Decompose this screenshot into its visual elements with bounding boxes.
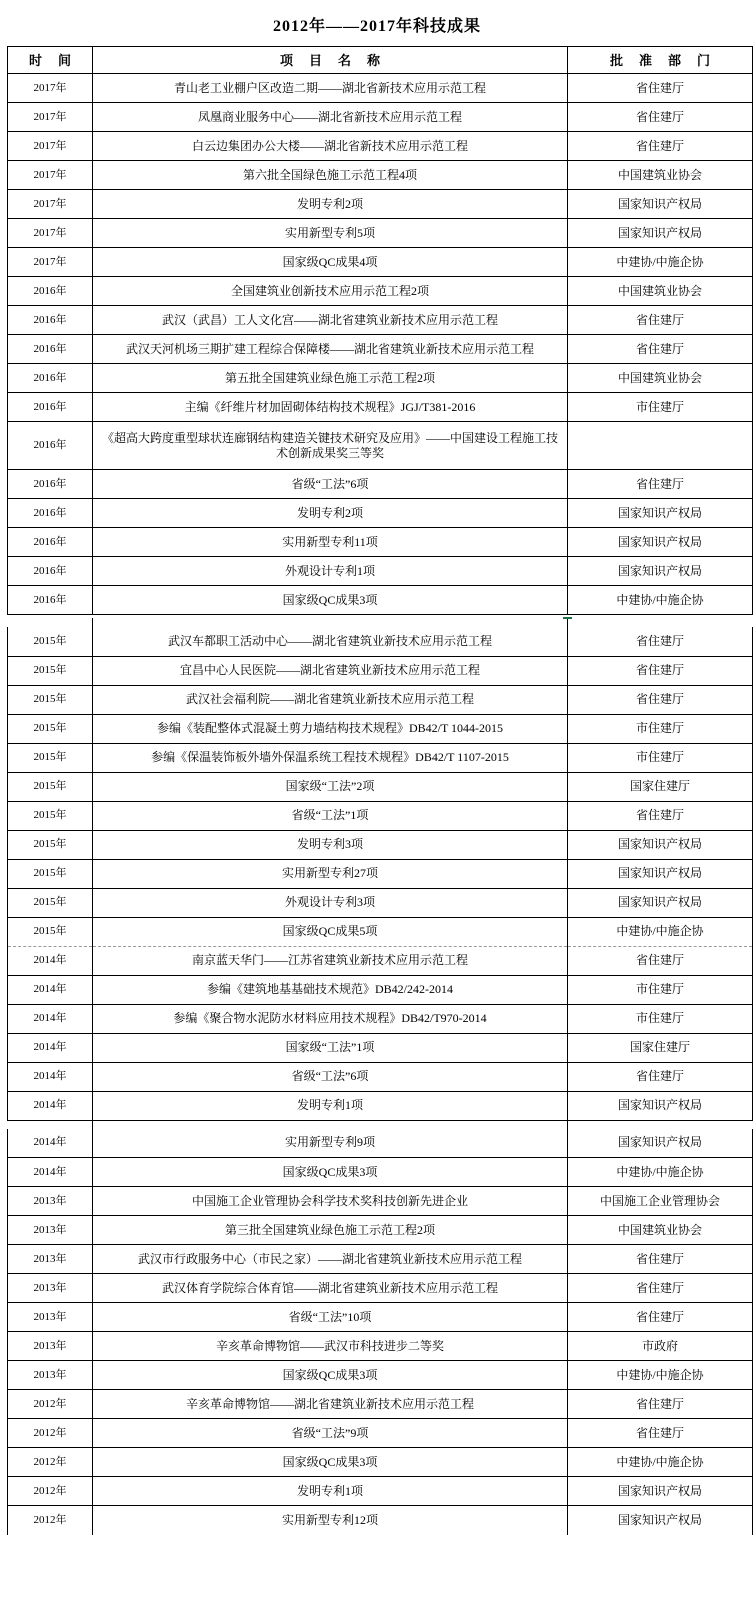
department-cell: 省住建厅 xyxy=(568,1245,753,1274)
page-break-gap xyxy=(7,1121,752,1129)
table-row xyxy=(8,1216,753,1245)
table-row xyxy=(8,888,753,917)
year-cell: 2013年 xyxy=(8,1303,93,1332)
table-row xyxy=(8,714,753,743)
year-cell: 2015年 xyxy=(8,888,93,917)
year-cell: 2013年 xyxy=(8,1216,93,1245)
project-cell: 参编《保温装饰板外墙外保温系统工程技术规程》DB42/T 1107-2015 xyxy=(93,743,568,772)
year-cell: 2016年 xyxy=(8,422,93,470)
year-cell: 2017年 xyxy=(8,132,93,161)
year-cell: 2015年 xyxy=(8,801,93,830)
column-divider-stub xyxy=(92,1121,93,1130)
department-cell: 市住建厅 xyxy=(568,975,753,1004)
department-cell: 省住建厅 xyxy=(568,1419,753,1448)
table-row xyxy=(8,1506,753,1535)
project-cell: 发明专利2项 xyxy=(93,190,568,219)
department-cell: 市政府 xyxy=(568,1332,753,1361)
year-cell: 2013年 xyxy=(8,1245,93,1274)
column-header-department: 批准部门 xyxy=(568,47,753,74)
project-cell: 武汉市行政服务中心（市民之家）——湖北省建筑业新技术应用示范工程 xyxy=(93,1245,568,1274)
department-cell: 省住建厅 xyxy=(568,335,753,364)
year-cell: 2016年 xyxy=(8,306,93,335)
department-cell: 国家知识产权局 xyxy=(568,1129,753,1158)
table-row xyxy=(8,743,753,772)
year-cell: 2015年 xyxy=(8,859,93,888)
project-cell: 辛亥革命博物馆——湖北省建筑业新技术应用示范工程 xyxy=(93,1390,568,1419)
project-cell: 凤凰商业服务中心——湖北省新技术应用示范工程 xyxy=(93,103,568,132)
year-cell: 2015年 xyxy=(8,743,93,772)
table-row xyxy=(8,190,753,219)
department-cell: 国家知识产权局 xyxy=(568,528,753,557)
department-cell: 省住建厅 xyxy=(568,627,753,656)
achievements-table-segment-2 xyxy=(7,627,753,1121)
project-cell: 国家级QC成果3项 xyxy=(93,1361,568,1390)
project-cell: 国家级QC成果3项 xyxy=(93,1158,568,1187)
year-cell: 2014年 xyxy=(8,1062,93,1091)
year-cell: 2014年 xyxy=(8,1129,93,1158)
table-row xyxy=(8,528,753,557)
department-cell: 国家知识产权局 xyxy=(568,190,753,219)
table-row xyxy=(8,801,753,830)
year-cell: 2017年 xyxy=(8,161,93,190)
page-break-gap xyxy=(7,615,752,627)
project-cell: 省级“工法”6项 xyxy=(93,1062,568,1091)
department-cell: 中国施工企业管理协会 xyxy=(568,1187,753,1216)
table-row xyxy=(8,422,753,470)
year-cell: 2014年 xyxy=(8,946,93,975)
column-header-project: 项目名称 xyxy=(93,47,568,74)
project-cell: 武汉天河机场三期扩建工程综合保障楼——湖北省建筑业新技术应用示范工程 xyxy=(93,335,568,364)
year-cell: 2016年 xyxy=(8,335,93,364)
column-divider-stub xyxy=(567,618,568,628)
project-cell: 发明专利1项 xyxy=(93,1477,568,1506)
project-cell: 国家级“工法”2项 xyxy=(93,772,568,801)
year-cell: 2013年 xyxy=(8,1274,93,1303)
department-cell: 省住建厅 xyxy=(568,685,753,714)
project-cell: 武汉体育学院综合体育馆——湖北省建筑业新技术应用示范工程 xyxy=(93,1274,568,1303)
year-cell: 2015年 xyxy=(8,772,93,801)
project-cell: 辛亥革命博物馆——武汉市科技进步二等奖 xyxy=(93,1332,568,1361)
department-cell: 中国建筑业协会 xyxy=(568,277,753,306)
department-cell: 省住建厅 xyxy=(568,74,753,103)
table-row xyxy=(8,830,753,859)
department-cell: 中建协/中施企协 xyxy=(568,586,753,615)
year-cell: 2015年 xyxy=(8,714,93,743)
table-row xyxy=(8,1004,753,1033)
year-cell: 2012年 xyxy=(8,1506,93,1535)
year-cell: 2014年 xyxy=(8,1004,93,1033)
column-divider-stub xyxy=(92,618,93,628)
department-cell: 市住建厅 xyxy=(568,714,753,743)
year-cell: 2017年 xyxy=(8,219,93,248)
department-cell: 国家知识产权局 xyxy=(568,1091,753,1120)
department-cell: 市住建厅 xyxy=(568,743,753,772)
year-cell: 2016年 xyxy=(8,393,93,422)
table-row xyxy=(8,586,753,615)
project-cell: 外观设计专利3项 xyxy=(93,888,568,917)
year-cell: 2015年 xyxy=(8,685,93,714)
year-cell: 2016年 xyxy=(8,499,93,528)
year-cell: 2017年 xyxy=(8,103,93,132)
table-row xyxy=(8,499,753,528)
year-cell: 2016年 xyxy=(8,470,93,499)
year-cell: 2012年 xyxy=(8,1419,93,1448)
department-cell: 中国建筑业协会 xyxy=(568,161,753,190)
department-cell: 国家知识产权局 xyxy=(568,859,753,888)
table-row xyxy=(8,335,753,364)
project-cell: 实用新型专利9项 xyxy=(93,1129,568,1158)
department-cell: 国家知识产权局 xyxy=(568,1506,753,1535)
department-cell: 中建协/中施企协 xyxy=(568,248,753,277)
table-row xyxy=(8,1245,753,1274)
table-row xyxy=(8,277,753,306)
year-cell: 2012年 xyxy=(8,1448,93,1477)
year-cell: 2016年 xyxy=(8,364,93,393)
table-row xyxy=(8,946,753,975)
project-cell: 参编《装配整体式混凝土剪力墙结构技术规程》DB42/T 1044-2015 xyxy=(93,714,568,743)
project-cell: 武汉车都职工活动中心——湖北省建筑业新技术应用示范工程 xyxy=(93,627,568,656)
department-cell: 国家知识产权局 xyxy=(568,830,753,859)
year-cell: 2013年 xyxy=(8,1332,93,1361)
department-cell: 省住建厅 xyxy=(568,801,753,830)
department-cell: 中建协/中施企协 xyxy=(568,917,753,946)
table-row xyxy=(8,306,753,335)
year-cell: 2015年 xyxy=(8,917,93,946)
department-cell: 中建协/中施企协 xyxy=(568,1448,753,1477)
table-header-row xyxy=(8,47,753,74)
table-row xyxy=(8,1091,753,1120)
project-cell: 实用新型专利12项 xyxy=(93,1506,568,1535)
department-cell: 国家知识产权局 xyxy=(568,888,753,917)
project-cell: 白云边集团办公大楼——湖北省新技术应用示范工程 xyxy=(93,132,568,161)
department-cell: 省住建厅 xyxy=(568,1274,753,1303)
table-row xyxy=(8,685,753,714)
project-cell: 国家级QC成果3项 xyxy=(93,586,568,615)
project-cell: 实用新型专利27项 xyxy=(93,859,568,888)
table-row xyxy=(8,1274,753,1303)
table-row xyxy=(8,656,753,685)
project-cell: 发明专利1项 xyxy=(93,1091,568,1120)
table-row xyxy=(8,917,753,946)
department-cell: 国家住建厅 xyxy=(568,1033,753,1062)
project-cell: 武汉（武昌）工人文化宫——湖北省建筑业新技术应用示范工程 xyxy=(93,306,568,335)
table-row xyxy=(8,132,753,161)
year-cell: 2017年 xyxy=(8,190,93,219)
page-title: 2012年——2017年科技成果 xyxy=(272,18,481,35)
project-cell: 省级“工法”1项 xyxy=(93,801,568,830)
table-row xyxy=(8,975,753,1004)
project-cell: 参编《建筑地基基础技术规范》DB42/242-2014 xyxy=(93,975,568,1004)
department-cell: 省住建厅 xyxy=(568,1303,753,1332)
year-cell: 2015年 xyxy=(8,830,93,859)
year-cell: 2014年 xyxy=(8,1158,93,1187)
year-cell: 2016年 xyxy=(8,277,93,306)
year-cell: 2016年 xyxy=(8,557,93,586)
year-cell: 2016年 xyxy=(8,586,93,615)
table-row xyxy=(8,1361,753,1390)
project-cell: 参编《聚合物水泥防水材料应用技术规程》DB42/T970-2014 xyxy=(93,1004,568,1033)
department-cell: 中建协/中施企协 xyxy=(568,1158,753,1187)
department-cell: 省住建厅 xyxy=(568,470,753,499)
year-cell: 2015年 xyxy=(8,627,93,656)
year-cell: 2013年 xyxy=(8,1361,93,1390)
department-cell: 国家知识产权局 xyxy=(568,499,753,528)
table-row xyxy=(8,161,753,190)
project-cell: 国家级QC成果4项 xyxy=(93,248,568,277)
table-row xyxy=(8,627,753,656)
column-header-time: 时间 xyxy=(8,47,93,74)
year-cell: 2014年 xyxy=(8,1033,93,1062)
table-row xyxy=(8,470,753,499)
column-divider-stub xyxy=(567,1121,568,1130)
project-cell: 中国施工企业管理协会科学技术奖科技创新先进企业 xyxy=(93,1187,568,1216)
project-cell: 国家级“工法”1项 xyxy=(93,1033,568,1062)
project-cell: 国家级QC成果5项 xyxy=(93,917,568,946)
year-cell: 2013年 xyxy=(8,1187,93,1216)
project-cell: 实用新型专利11项 xyxy=(93,528,568,557)
table-row xyxy=(8,393,753,422)
department-cell: 市住建厅 xyxy=(568,1004,753,1033)
department-cell: 中国建筑业协会 xyxy=(568,364,753,393)
year-cell: 2012年 xyxy=(8,1477,93,1506)
project-cell: 第五批全国建筑业绿色施工示范工程2项 xyxy=(93,364,568,393)
department-cell: 中建协/中施企协 xyxy=(568,1361,753,1390)
achievements-table-segment-3 xyxy=(7,1129,753,1535)
table-row xyxy=(8,1033,753,1062)
table-row xyxy=(8,1477,753,1506)
project-cell: 省级“工法”6项 xyxy=(93,470,568,499)
achievements-table-segment-1 xyxy=(7,46,753,615)
table-row xyxy=(8,219,753,248)
project-cell: 青山老工业棚户区改造二期——湖北省新技术应用示范工程 xyxy=(93,74,568,103)
table-row xyxy=(8,103,753,132)
table-row xyxy=(8,1158,753,1187)
project-cell: 第六批全国绿色施工示范工程4项 xyxy=(93,161,568,190)
table-row xyxy=(8,1332,753,1361)
year-cell: 2014年 xyxy=(8,975,93,1004)
department-cell: 省住建厅 xyxy=(568,946,753,975)
department-cell: 省住建厅 xyxy=(568,656,753,685)
department-cell: 省住建厅 xyxy=(568,103,753,132)
project-cell: 实用新型专利5项 xyxy=(93,219,568,248)
year-cell: 2012年 xyxy=(8,1390,93,1419)
table-row xyxy=(8,1390,753,1419)
table-row xyxy=(8,1419,753,1448)
department-cell: 省住建厅 xyxy=(568,306,753,335)
department-cell: 省住建厅 xyxy=(568,1062,753,1091)
table-row xyxy=(8,772,753,801)
year-cell: 2016年 xyxy=(8,528,93,557)
table-row xyxy=(8,1062,753,1091)
table-row xyxy=(8,1303,753,1332)
department-cell: 国家知识产权局 xyxy=(568,557,753,586)
department-cell: 市住建厅 xyxy=(568,393,753,422)
table-row xyxy=(8,1129,753,1158)
project-cell: 宜昌中心人民医院——湖北省建筑业新技术应用示范工程 xyxy=(93,656,568,685)
table-row xyxy=(8,859,753,888)
department-cell: 国家知识产权局 xyxy=(568,219,753,248)
department-cell: 中国建筑业协会 xyxy=(568,1216,753,1245)
project-cell: 主编《纤维片材加固砌体结构技术规程》JGJ/T381-2016 xyxy=(93,393,568,422)
department-cell: 国家知识产权局 xyxy=(568,1477,753,1506)
table-row xyxy=(8,248,753,277)
year-cell: 2017年 xyxy=(8,74,93,103)
project-cell: 发明专利3项 xyxy=(93,830,568,859)
project-cell: 发明专利2项 xyxy=(93,499,568,528)
project-cell: 省级“工法”10项 xyxy=(93,1303,568,1332)
table-row xyxy=(8,74,753,103)
table-row xyxy=(8,557,753,586)
project-cell: 武汉社会福利院——湖北省建筑业新技术应用示范工程 xyxy=(93,685,568,714)
project-cell: 第三批全国建筑业绿色施工示范工程2项 xyxy=(93,1216,568,1245)
year-cell: 2014年 xyxy=(8,1091,93,1120)
project-cell: 外观设计专利1项 xyxy=(93,557,568,586)
project-cell: 国家级QC成果3项 xyxy=(93,1448,568,1477)
table-row xyxy=(8,1187,753,1216)
table-row xyxy=(8,364,753,393)
page-break-tick xyxy=(563,617,572,619)
department-cell: 省住建厅 xyxy=(568,1390,753,1419)
project-cell: 《超高大跨度重型球状连廊钢结构建造关键技术研究及应用》——中国建设工程施工技术创新成果奖三等奖 xyxy=(93,422,568,470)
department-cell: 国家住建厅 xyxy=(568,772,753,801)
year-cell: 2015年 xyxy=(8,656,93,685)
table-row xyxy=(8,1448,753,1477)
year-cell: 2017年 xyxy=(8,248,93,277)
project-cell: 南京蓝天华门——江苏省建筑业新技术应用示范工程 xyxy=(93,946,568,975)
project-cell: 省级“工法”9项 xyxy=(93,1419,568,1448)
department-cell: 省住建厅 xyxy=(568,132,753,161)
project-cell: 全国建筑业创新技术应用示范工程2项 xyxy=(93,277,568,306)
department-cell xyxy=(568,422,753,470)
